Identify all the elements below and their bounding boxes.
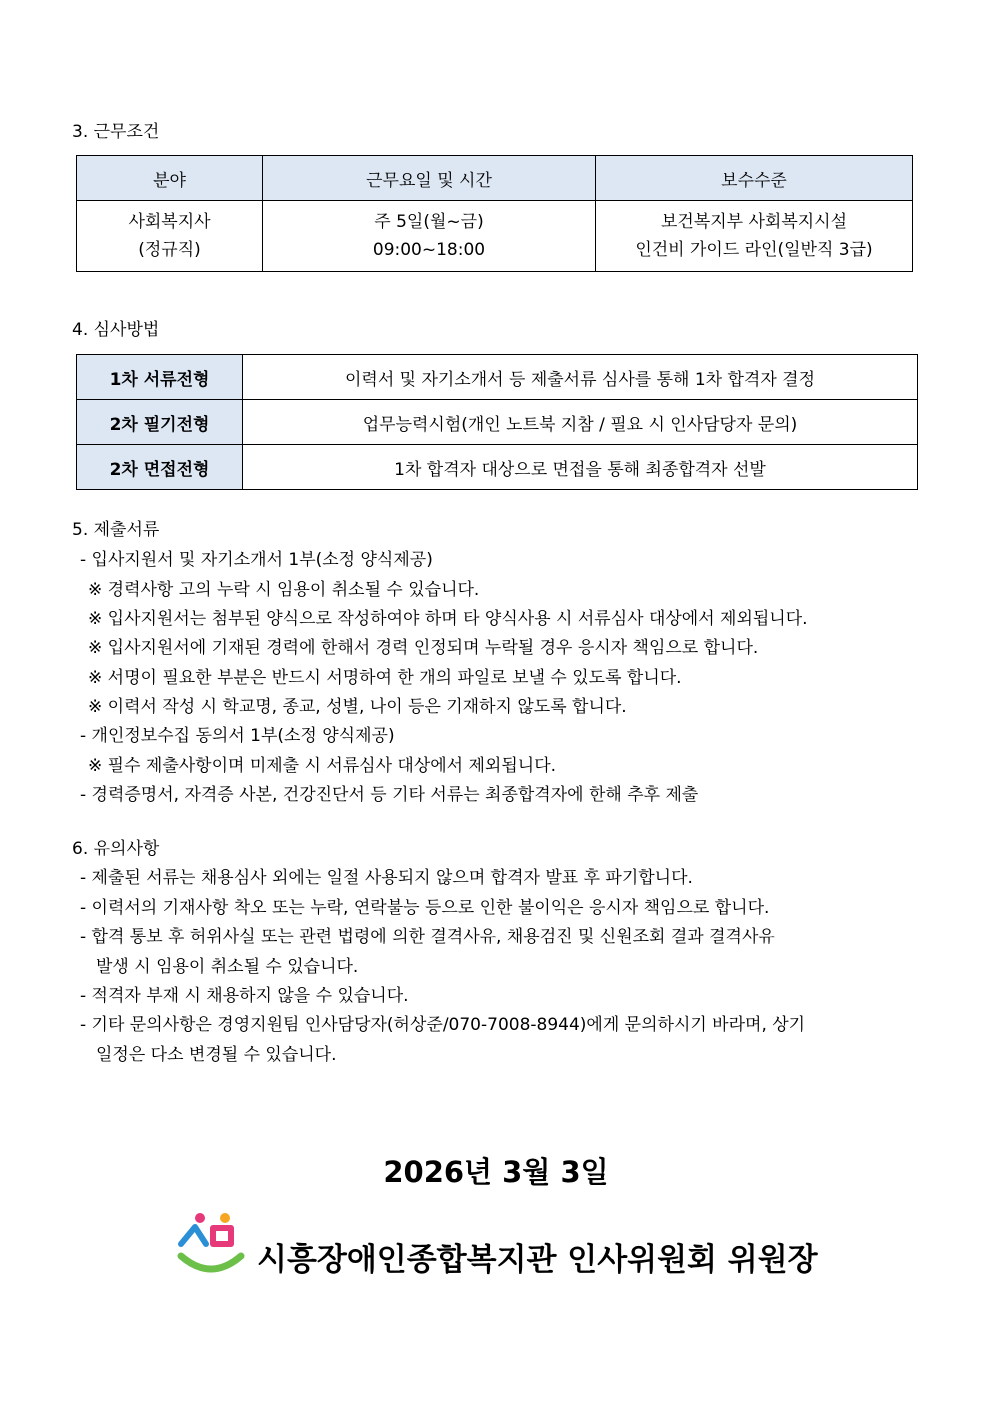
section-3-title: 3. 근무조건 [72,122,160,142]
section-6-title: 6. 유의사항 [72,839,160,859]
list-item: - 기타 문의사항은 경영지원팀 인사담당자(허상준/070-7008-8944)에게 문의하시기 바라며, 상기 [80,1015,806,1035]
note-item: ※ 필수 제출사항이며 미제출 시 서류심사 대상에서 제외됩니다. [88,756,557,776]
screening-desc: 업무능력시험(개인 노트북 지참 / 필요 시 인사담당자 문의) [243,400,918,445]
work-conditions-table [76,155,913,272]
section-4-title: 4. 심사방법 [72,320,160,340]
screening-label: 2차 면접전형 [77,445,243,490]
organization-logo [175,1210,247,1280]
list-item: - 합격 통보 후 허위사실 또는 관련 법령에 의한 결격사유, 채용검진 및 신원조회 결과 결격사유 [80,927,775,947]
header-field: 분야 [77,156,263,201]
list-item: - 개인정보수집 동의서 1부(소정 양식제공) [80,726,395,746]
list-item: - 적격자 부재 시 채용하지 않을 수 있습니다. [80,986,409,1006]
note-item: ※ 서명이 필요한 부분은 반드시 서명하여 한 개의 파일로 보낼 수 있도록 합니다. [88,668,682,688]
list-item-continuation: 일정은 다소 변경될 수 있습니다. [96,1045,337,1065]
note-item: ※ 입사지원서는 첨부된 양식으로 작성하여야 하며 타 양식사용 시 서류심사 대상에서 제외됩니다. [88,609,808,629]
list-item: - 입사지원서 및 자기소개서 1부(소정 양식제공) [80,550,433,570]
header-pay: 보수수준 [596,156,913,201]
screening-table [76,354,918,490]
organization-signature: 시흥장애인종합복지관 인사위원회 위원장 [257,1242,818,1278]
note-item: ※ 입사지원서에 기재된 경력에 한해서 경력 인정되며 누락될 경우 응시자 책임으로 합니다. [88,638,759,658]
list-item-continuation: 발생 시 임용이 취소될 수 있습니다. [96,957,359,977]
list-item: - 경력증명서, 자격증 사본, 건강진단서 등 기타 서류는 최종합격자에 한해 추후 제출 [80,785,699,805]
notice-date: 2026년 3월 3일 [383,1155,609,1189]
section-5-title: 5. 제출서류 [72,520,160,540]
note-item: ※ 경력사항 고의 누락 시 임용이 취소될 수 있습니다. [88,580,480,600]
screening-label: 1차 서류전형 [77,355,243,400]
cell-field: 사회복지사 (정규직) [77,201,263,272]
screening-desc: 1차 합격자 대상으로 면접을 통해 최종합격자 선발 [243,445,918,490]
list-item: - 제출된 서류는 채용심사 외에는 일절 사용되지 않으며 합격자 발표 후 파기합니다. [80,868,693,888]
cell-hours: 주 5일(월~금) 09:00~18:00 [263,201,596,272]
header-hours: 근무요일 및 시간 [263,156,596,201]
list-item: - 이력서의 기재사항 착오 또는 누락, 연락불능 등으로 인한 불이익은 응시자 책임으로 합니다. [80,898,770,918]
screening-label: 2차 필기전형 [77,400,243,445]
cell-pay: 보건복지부 사회복지시설 인건비 가이드 라인(일반직 3급) [596,201,913,272]
screening-desc: 이력서 및 자기소개서 등 제출서류 심사를 통해 1차 합격자 결정 [243,355,918,400]
note-item: ※ 이력서 작성 시 학교명, 종교, 성별, 나이 등은 기재하지 않도록 합니다. [88,697,627,717]
